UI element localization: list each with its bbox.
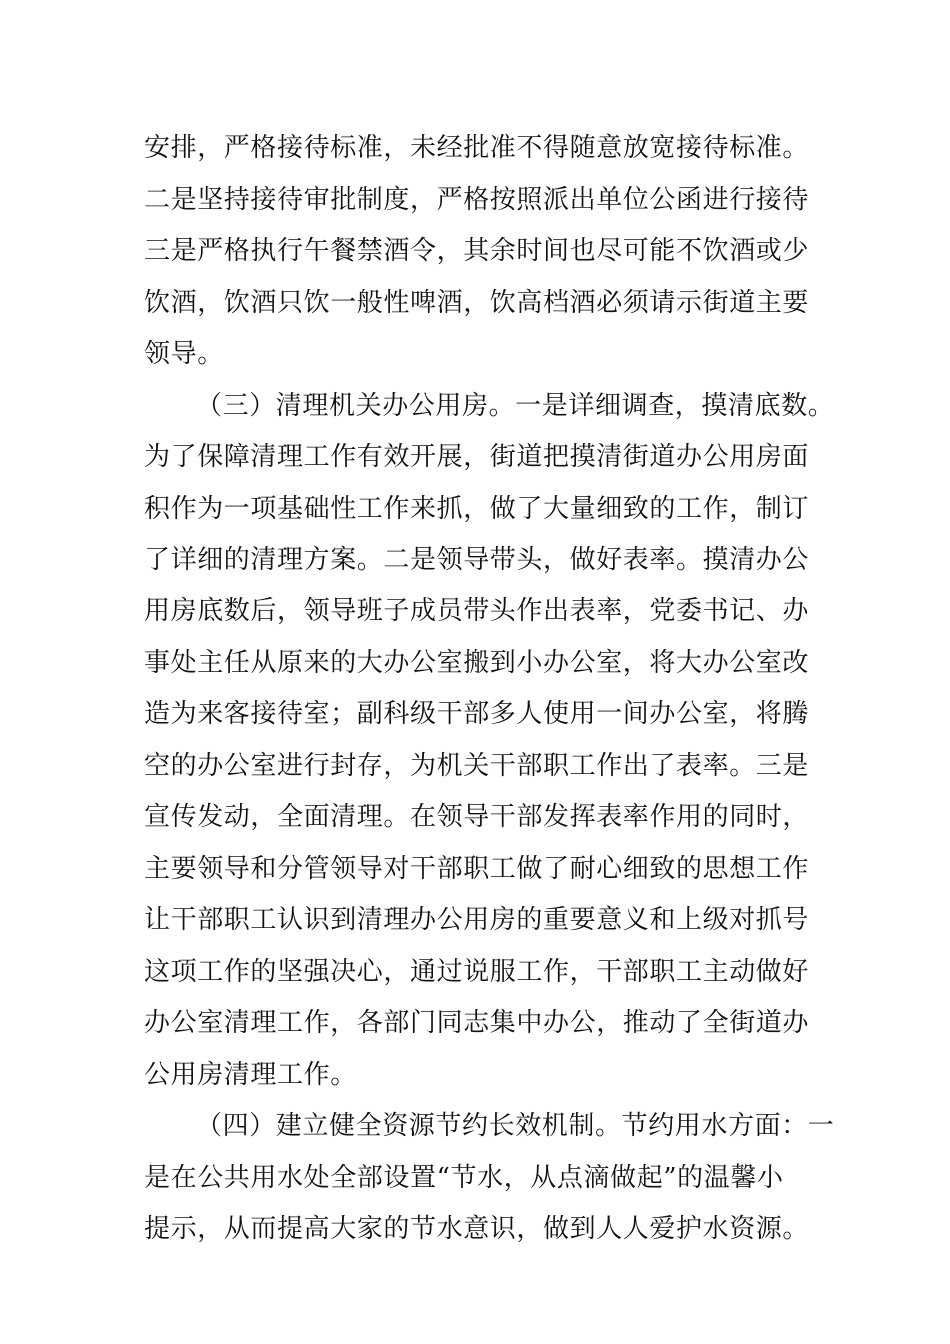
text-line: 为了保障清理工作有效开展，街道把摸清街道办公用房面 <box>144 442 810 472</box>
text-line: 空的办公室进行封存，为机关干部职工作出了表率。三是 <box>144 751 810 781</box>
text-line: 三是严格执行午餐禁酒令，其余时间也尽可能不饮酒或少 <box>144 236 810 266</box>
text-line: 宣传发动，全面清理。在领导干部发挥表率作用的同时， <box>144 802 810 832</box>
text-line: 安排，严格接待标准，未经批准不得随意放宽接待标准。 <box>144 133 810 163</box>
text-line: 饮酒，饮酒只饮一般性啤酒，饮高档酒必须请示街道主要 <box>144 288 810 318</box>
section-heading-line: （四）建立健全资源节约长效机制。节约用水方面：一 <box>196 1111 835 1141</box>
section-heading-line: （三）清理机关办公用房。一是详细调查，摸清底数。 <box>196 391 835 421</box>
text-line: 领导。 <box>144 339 224 369</box>
text-line: 积作为一项基础性工作来抓，做了大量细致的工作，制订 <box>144 494 810 524</box>
text-line: 是在公共用水处全部设置“节水，从点滴做起”的温馨小 <box>144 1163 784 1193</box>
text-line: 办公室清理工作，各部门同志集中办公，推动了全街道办 <box>144 1008 810 1038</box>
text-line: 用房底数后，领导班子成员带头作出表率，党委书记、办 <box>144 596 810 626</box>
text-line: 二是坚持接待审批制度，严格按照派出单位公函进行接待 <box>144 185 810 215</box>
text-line: 这项工作的坚强决心，通过说服工作，干部职工主动做好 <box>144 957 810 987</box>
text-line: 事处主任从原来的大办公室搬到小办公室，将大办公室改 <box>144 648 810 678</box>
text-line: 造为来客接待室；副科级干部多人使用一间办公室，将腾 <box>144 699 810 729</box>
text-line: 让干部职工认识到清理办公用房的重要意义和上级对抓号 <box>144 905 810 935</box>
text-line: 主要领导和分管领导对干部职工做了耐心细致的思想工作 <box>144 854 810 884</box>
text-line: 提示，从而提高大家的节水意识，做到人人爱护水资源。 <box>144 1214 810 1244</box>
text-line: 公用房清理工作。 <box>144 1060 357 1090</box>
text-line: 了详细的清理方案。二是领导带头，做好表率。摸清办公 <box>144 545 810 575</box>
